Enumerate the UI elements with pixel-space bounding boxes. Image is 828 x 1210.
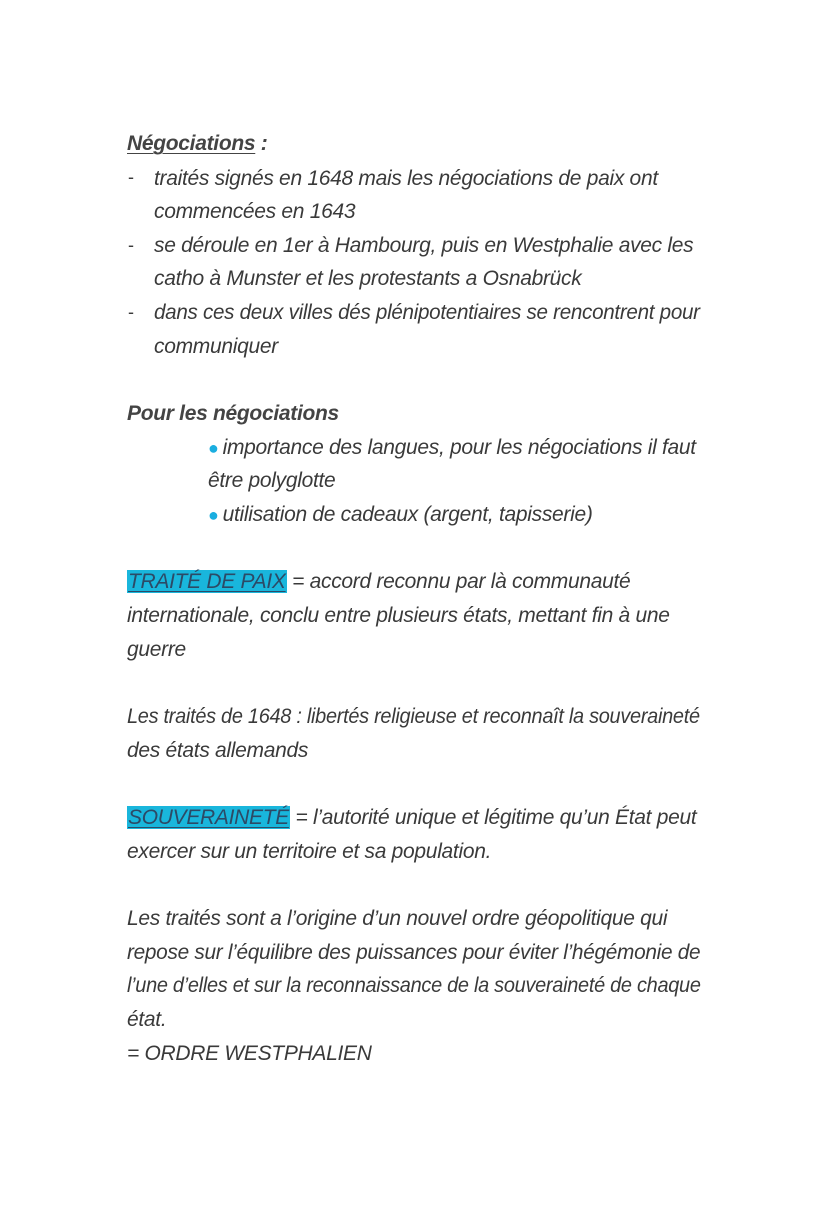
definition-traite-line-3: guerre xyxy=(127,638,186,661)
bullet-langues-text: importance des langues, pour les négociations il faut xyxy=(222,436,696,459)
section-negociations-heading xyxy=(127,127,268,161)
section-pour-negociations-heading: Pour les négociations xyxy=(127,402,339,425)
traites-1648-line-2: des états allemands xyxy=(127,739,309,762)
dash-marker: - xyxy=(128,167,134,187)
negociations-item-2-line-1: se déroule en 1er à Hambourg, puis en Westphalie avec les xyxy=(154,234,694,257)
negociations-item-2-line-2: catho à Munster et les protestants a Osnabrück xyxy=(154,267,582,290)
negociations-item-3-line-1: dans ces deux villes dés plénipotentiaires se rencontrent pour xyxy=(154,301,700,324)
souverainete-definition-start: = l’autorité unique et légitime qu’un État peut xyxy=(289,806,697,829)
dash-marker: - xyxy=(128,302,134,322)
traite-definition-start: = accord reconnu par là communauté xyxy=(286,570,631,593)
negociations-item-3-line-2: communiquer xyxy=(154,335,278,358)
souverainete-term: SOUVERAINETÉ xyxy=(128,806,289,829)
conclusion-line-2: repose sur l’équilibre des puissances pour éviter l’hégémonie de xyxy=(127,941,701,964)
negociations-title-suffix: : xyxy=(255,132,268,155)
conclusion-line-4: état. xyxy=(127,1008,167,1031)
bullet-langues-continuation: être polyglotte xyxy=(208,469,336,492)
definition-souverainete-line-2: exercer sur un territoire et sa population. xyxy=(127,840,492,863)
traite-de-paix-term: TRAITÉ DE PAIX xyxy=(128,570,286,593)
definition-traite-line-1 xyxy=(127,565,630,599)
negociations-item-1-line-1: traités signés en 1648 mais les négociations de paix ont xyxy=(154,167,658,190)
conclusion-ordre-westphalien: = ORDRE WESTPHALIEN xyxy=(127,1042,372,1065)
traites-1648-line-1: Les traités de 1648 : libertés religieuse et reconnaît la souveraineté xyxy=(127,705,700,728)
definition-souverainete-line-1 xyxy=(127,801,696,835)
bullet-item-cadeaux xyxy=(208,498,593,532)
conclusion-line-1: Les traités sont a l’origine d’un nouvel ordre géopolitique qui xyxy=(127,907,668,930)
negociations-title: Négociations xyxy=(127,132,256,155)
conclusion-line-3: l’une d’elles et sur la reconnaissance de la souveraineté de chaque xyxy=(127,974,701,997)
bullet-dot-icon: ● xyxy=(208,438,219,458)
bullet-cadeaux-text: utilisation de cadeaux (argent, tapisserie) xyxy=(222,503,593,526)
bullet-item-langues xyxy=(208,431,696,465)
dash-marker: - xyxy=(128,235,134,255)
definition-traite-line-2: internationale, conclu entre plusieurs états, mettant fin à une xyxy=(127,604,670,627)
negociations-item-1-line-2: commencées en 1643 xyxy=(154,200,356,223)
bullet-dot-icon: ● xyxy=(208,505,219,525)
